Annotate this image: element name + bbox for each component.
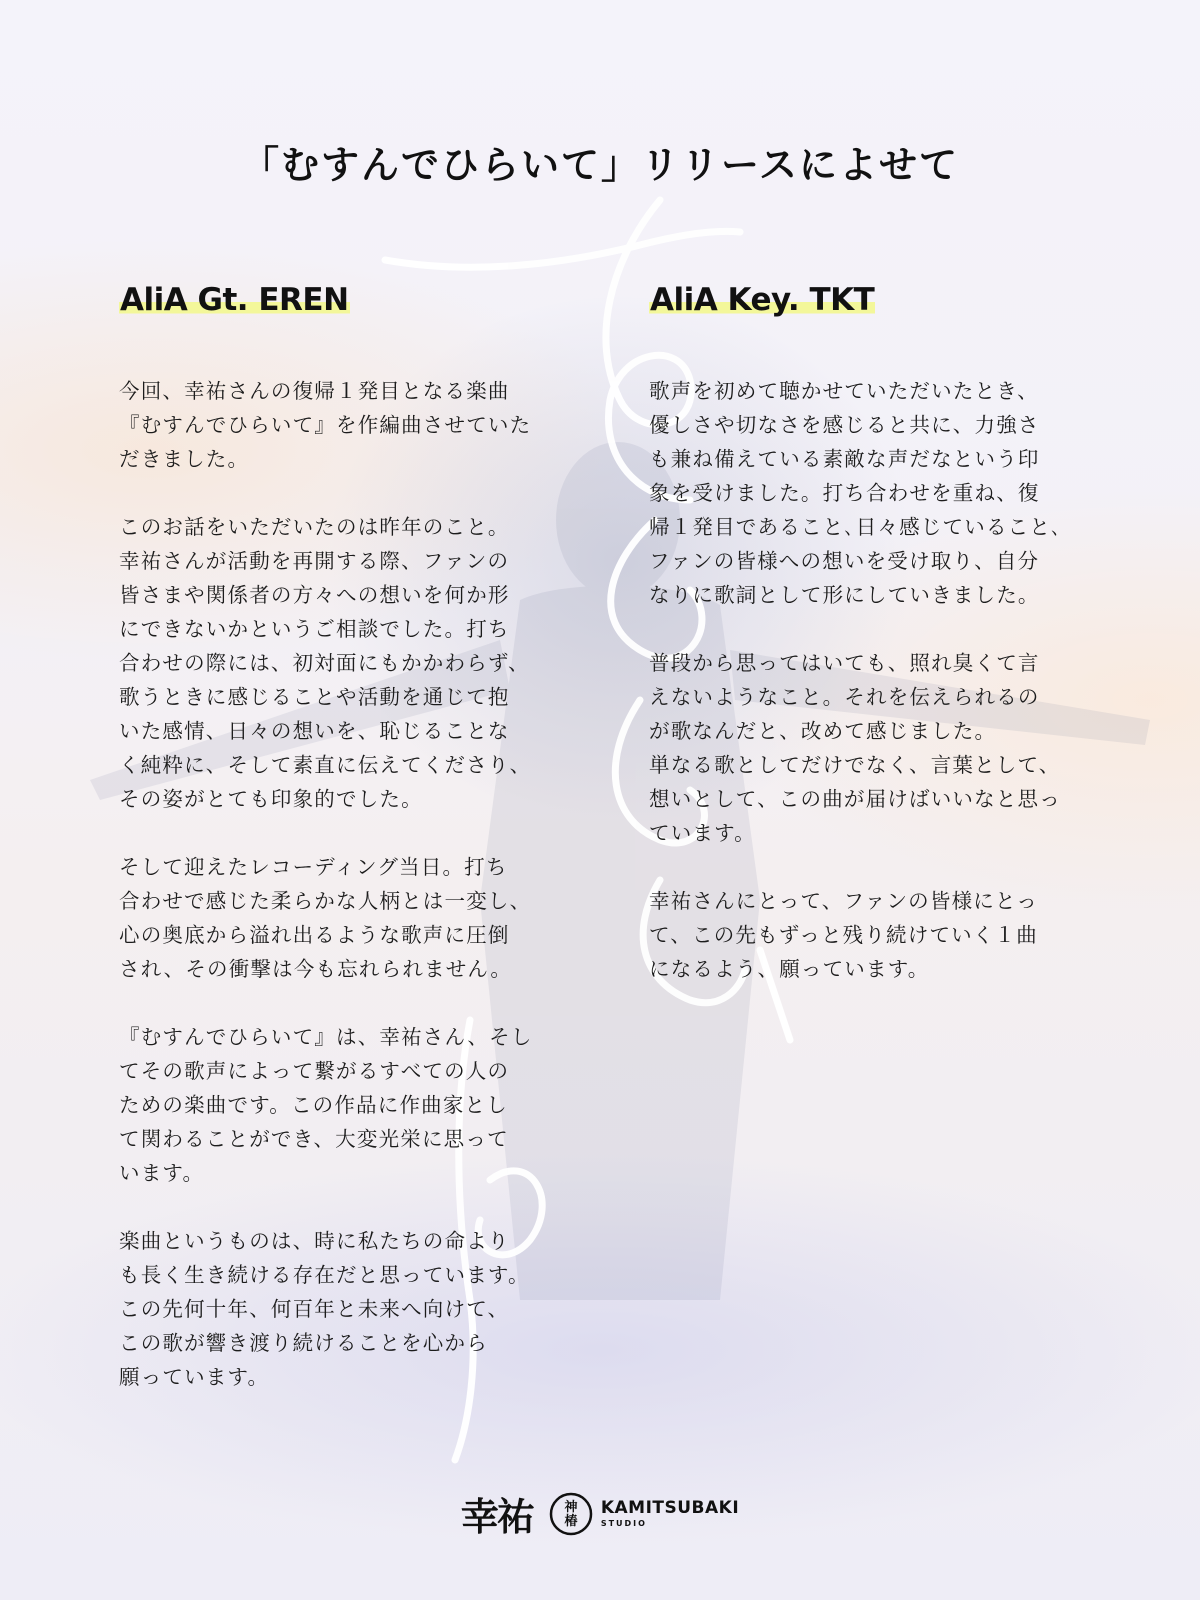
left-paragraph: 『むすんでひらいて』は、幸祐さん、そし てその歌声によって繋がるすべての人の ための楽曲です。この作品に作曲家とし て関わることができ、大変光栄に思って います。 <box>119 1025 533 1185</box>
kamitsubaki-wordmark <box>600 1497 740 1528</box>
left-column <box>119 282 589 1428</box>
left-message <box>119 374 589 1394</box>
label-sub: STUDIO <box>600 1518 647 1528</box>
kamitsubaki-logo <box>549 1492 739 1536</box>
page-title: 「むすんでひらいて」リリースによせて <box>240 143 960 187</box>
right-paragraph: 幸祐さんにとって、ファンの皆様にとっ て、この先もずっと残り続けていく１曲 になるよう、願っています。 <box>649 889 1038 981</box>
right-message <box>649 374 1119 986</box>
right-author-heading: AliA Key. TKT <box>650 282 875 318</box>
seal-char: 椿 <box>564 1513 578 1529</box>
right-column <box>649 282 1119 1020</box>
left-paragraph: このお話をいただいたのは昨年のこと。 幸祐さんが活動を再開する際、ファンの 皆さまや関係者の方々への想いを何か形 にできないかというご相談でした。打ち 合わせの際には、初対面にもかかわらず、 歌うときに感じることや活動を通じて抱 いた感情、日々の想いを、恥じることな く純粋に、そして素直に伝えてくださり、 その姿がとても印象的でした。 <box>119 515 532 811</box>
left-paragraph: そして迎えたレコーディング当日。打ち 合わせで感じた柔らかな人柄とは一変し、 心の奥底から溢れ出るような歌声に圧倒 され、その衝撃は今も忘れられません。 <box>119 855 532 981</box>
left-paragraph: 楽曲というものは、時に私たちの命より も長く生き続ける存在だと思っています。 この先何十年、何百年と未来へ向けて、 この歌が響き渡り続けることを心から 願っています。 <box>119 1229 530 1389</box>
footer-logos <box>0 1486 1200 1541</box>
artist-logo: 幸祐 <box>460 1495 533 1539</box>
right-paragraph: 歌声を初めて聴かせていただいたとき、 優しさや切なさを感じると共に、力強さ も兼ね備えている素敵な声だなという印 象を受けました。打ち合わせを重ね、復 帰１発目であること､日々感じていること､ ファンの皆様への想いを受け取り、自分 なりに歌詞として形にしていきました。 <box>649 379 1063 607</box>
label-name: KAMITSUBAKI <box>600 1497 740 1518</box>
left-author-heading: AliA Gt. EREN <box>120 282 349 318</box>
kamitsubaki-seal-icon <box>549 1492 593 1536</box>
left-paragraph: 今回、幸祐さんの復帰１発目となる楽曲 『むすんでひらいて』を作編曲させていた だきました。 <box>119 379 532 471</box>
seal-char: 神 <box>564 1499 578 1515</box>
right-paragraph: 普段から思ってはいても、照れ臭くて言 えないようなこと。それを伝えられるの が歌なんだと、改めて感じました。 単なる歌としてだけでなく、言葉として、 想いとして、この曲が届けばいいなと思っ ています。 <box>649 651 1061 845</box>
seal-char-top <box>563 1499 577 1529</box>
